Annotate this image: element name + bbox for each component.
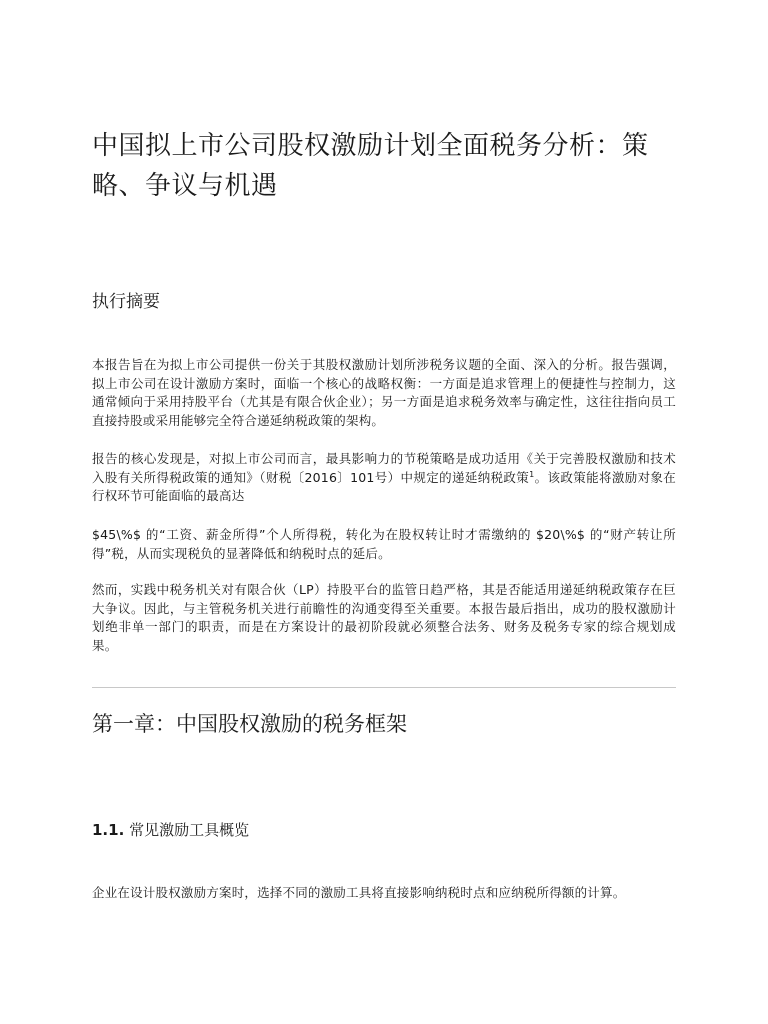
summary-paragraph-1: 本报告旨在为拟上市公司提供一份关于其股权激励计划所涉税务议题的全面、深入的分析。报告强调，拟上市公司在设计激励方案时，面临一个核心的战略权衡：一方面是追求管理上的便捷性与控制力，这通常倾向于采用持股平台（尤其是有限合伙企业）；另一方面是追求税务效率与确定性，这往往指向员工直接持股或采用能够完全符合递延纳税政策的架构。 [92, 357, 676, 428]
section-divider [92, 687, 676, 688]
subsection-1-1-heading [92, 818, 249, 842]
chapter-1-heading: 第一章：中国股权激励的税务框架 [92, 712, 407, 736]
document-title: 中国拟上市公司股权激励计划全面税务分析：策略、争议与机遇 [92, 131, 649, 201]
subsection-number: 1.1. [92, 821, 125, 839]
summary-paragraph-4: 然而，实践中税务机关对有限合伙（LP）持股平台的监管日趋严格，其是否能适用递延纳税政策存在巨大争议。因此，与主管税务机关进行前瞻性的沟通变得至关重要。本报告最后指出，成功的股权激励计划绝非单一部门的职责，而是在方案设计的最初阶段就必须整合法务、财务及税务专家的综合规划成果。 [92, 582, 676, 653]
summary-paragraph-2-text: 报告的核心发现是，对拟上市公司而言，最具影响力的节税策略是成功适用《关于完善股权激励和技术入股有关所得税政策的通知》（财税〔2016〕101号）中规定的递延纳税政策 [92, 451, 676, 485]
footnote-ref-1[interactable]: 1 [529, 469, 535, 479]
subsection-1-1-paragraph: 企业在设计股权激励方案时，选择不同的激励工具将直接影响纳税时点和应纳税所得额的计算。 [92, 885, 626, 900]
subsection-title: 常见激励工具概览 [129, 821, 250, 839]
document-page [92, 0, 676, 1024]
summary-paragraph-2-tail: 。该政策能将激励对象在行权环节可能面临的最高达 [92, 469, 677, 503]
summary-paragraph-3: $45\%$ 的“工资、薪金所得”个人所得税，转化为在股权转让时才需缴纳的 $20\%$ 的“财产转让所得”税，从而实现税负的显著降低和纳税时点的延后。 [92, 527, 676, 561]
executive-summary-heading: 执行摘要 [92, 292, 160, 312]
summary-paragraph-2 [92, 450, 676, 506]
